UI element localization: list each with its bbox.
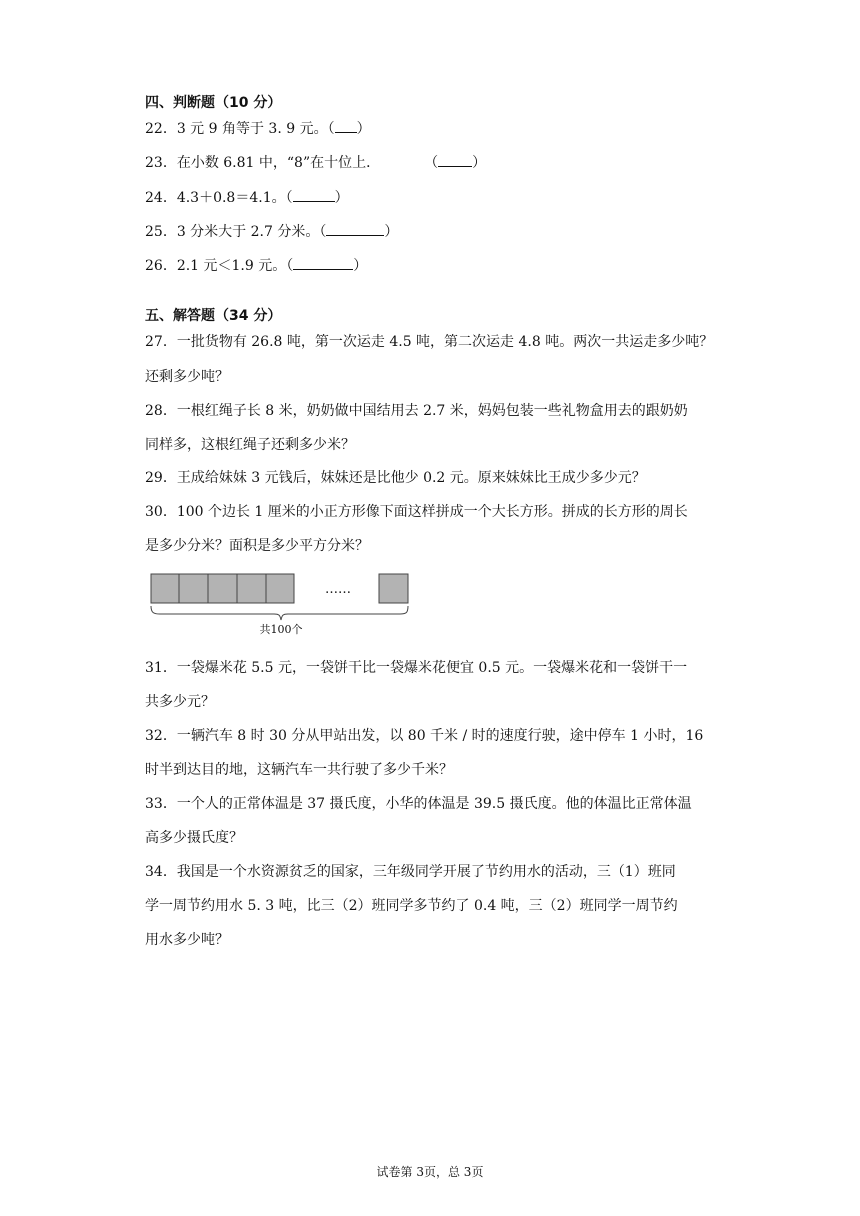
square-4 xyxy=(237,574,266,603)
question-27-line2: 还剩多少吨？ xyxy=(145,369,229,385)
square-2 xyxy=(179,574,208,603)
answer-blank xyxy=(293,255,353,270)
question-24: 24．4.3＋0.8＝4.1。（ ） xyxy=(145,187,349,207)
question-33-line2: 高多少摄氏度？ xyxy=(145,830,243,846)
squares-figure xyxy=(150,573,412,643)
question-34-line1: 34．我国是一个水资源贫乏的国家，三年级同学开展了节约用水的活动，三（1）班同 xyxy=(145,864,676,880)
brace xyxy=(151,606,408,620)
question-32-line1: 32．一辆汽车 8 时 30 分从甲站出发，以 80 千米 / 时的速度行驶，途中停车 1 小时，16 xyxy=(145,728,704,744)
question-30-line1: 30．100 个边长 1 厘米的小正方形像下面这样拼成一个大长方形。拼成的长方形的周长 xyxy=(145,504,688,520)
question-23: 23．在小数 6.81 中，“8”在十位上． （ ） xyxy=(145,152,486,172)
question-34-line2: 学一周节约用水 5. 3 吨，比三（2）班同学多节约了 0.4 吨，三（2）班同学一周节约 xyxy=(145,898,678,914)
page-footer: 试卷第 3页，总 3页 xyxy=(376,1165,484,1179)
question-25: 25．3 分米大于 2.7 分米。（ ） xyxy=(145,221,398,241)
brace-label: 共100个 xyxy=(259,623,303,636)
question-26: 26．2.1 元＜1.9 元。（ ） xyxy=(145,255,367,275)
question-34-line3: 用水多少吨？ xyxy=(145,932,229,948)
question-32-line2: 时半到达目的地，这辆汽车一共行驶了多少千米？ xyxy=(145,762,453,778)
question-33-line1: 33．一个人的正常体温是 37 摄氏度，小华的体温是 39.5 摄氏度。他的体温比正常体温 xyxy=(145,796,692,812)
question-28-line1: 28．一根红绳子长 8 米，奶奶做中国结用去 2.7 米，妈妈包装一些礼物盒用去的跟奶奶 xyxy=(145,403,688,419)
answer-blank xyxy=(326,221,384,236)
ellipsis-dots: …… xyxy=(325,582,351,597)
question-28-line2: 同样多，这根红绳子还剩多少米？ xyxy=(145,437,355,453)
question-29: 29．王成给妹妹 3 元钱后，妹妹还是比他少 0.2 元。原来妹妹比王成少多少元？ xyxy=(145,470,646,486)
square-last xyxy=(379,574,408,603)
answer-blank xyxy=(335,118,357,133)
question-31-line1: 31．一袋爆米花 5.5 元，一袋饼干比一袋爆米花便宜 0.5 元。一袋爆米花和一袋饼干一 xyxy=(145,660,688,676)
squares-diagram xyxy=(150,573,412,639)
answer-blank xyxy=(293,187,335,202)
question-22: 22．3 元 9 角等于 3. 9 元。（ ） xyxy=(145,118,371,138)
square-1 xyxy=(151,574,179,603)
square-5 xyxy=(266,574,294,603)
question-30-line2: 是多少分米？面积是多少平方分米？ xyxy=(145,538,369,554)
square-3 xyxy=(208,574,237,603)
question-31-line2: 共多少元？ xyxy=(145,694,215,710)
answer-blank xyxy=(438,152,472,167)
section-title-judge: 四、判断题（10 分） xyxy=(145,95,282,111)
section-title-solve: 五、解答题（34 分） xyxy=(145,308,282,324)
question-27-line1: 27．一批货物有 26.8 吨，第一次运走 4.5 吨，第二次运走 4.8 吨。两次一共运走多少吨？ xyxy=(145,334,714,350)
